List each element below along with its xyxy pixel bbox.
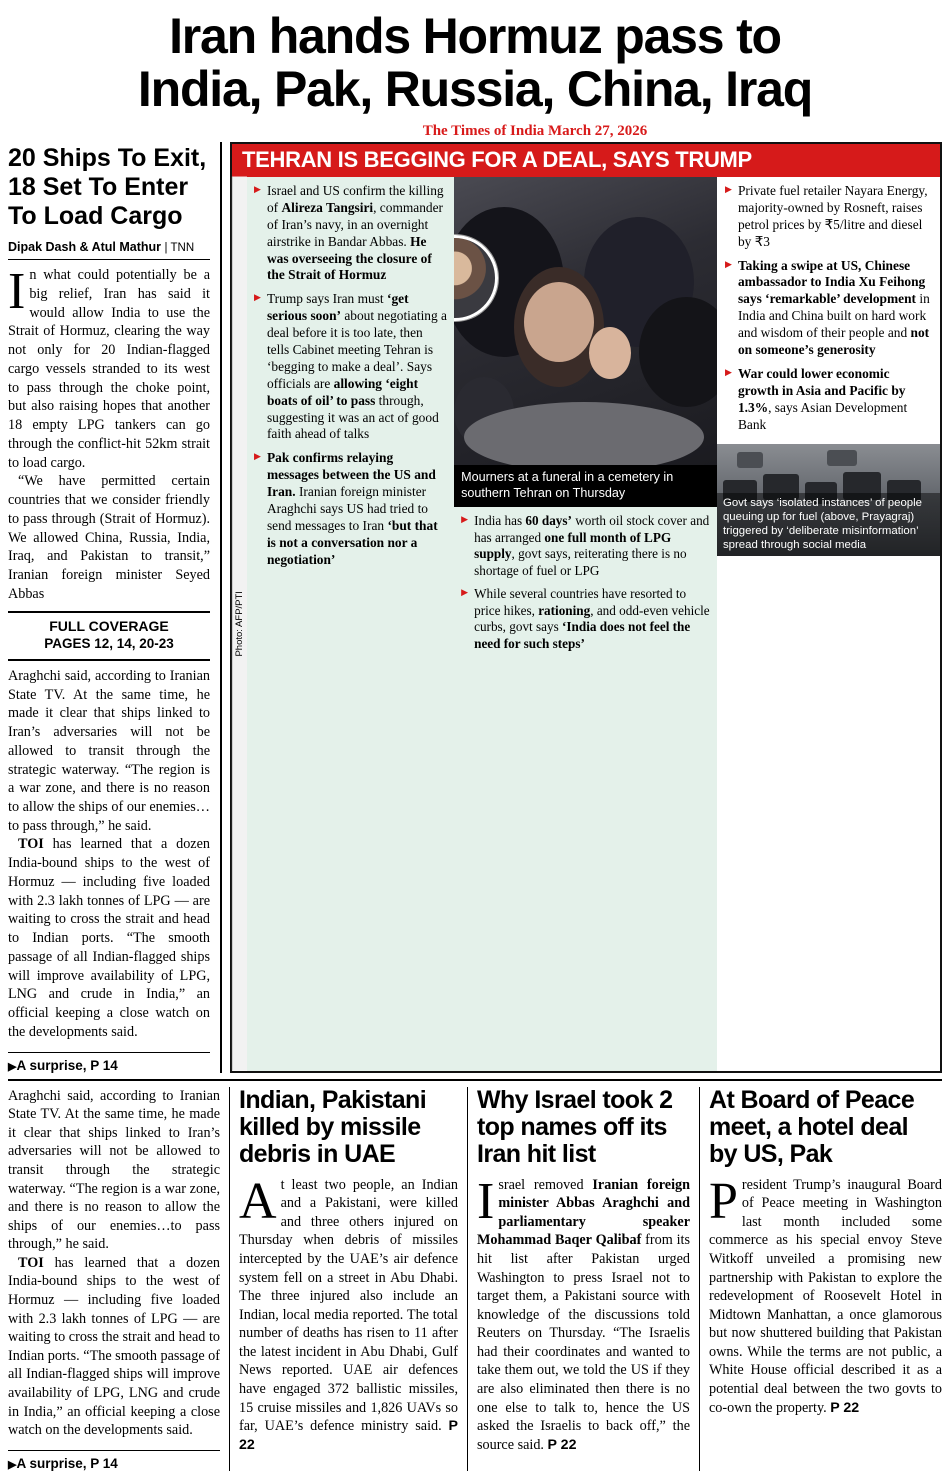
news-bullet — [725, 258, 932, 359]
news-bullet — [461, 513, 710, 579]
lead-story-continued — [8, 1087, 230, 1471]
full-coverage-pages: PAGES 12, 14, 20-23 — [44, 635, 174, 651]
paragraph-text: n what could potentially be a big relief, Iran has said it would allow India to use the Strait of Hormuz, clearing the way not only for 20 Indian-flagged cargo vessels stranded to its west to pass through the choke point, but also raising hopes that another 18 empty LPG tankers can go through the conflict-hit 52km strait to load cargo. — [8, 267, 210, 471]
bullet-emphasis: allowing ‘eight boats of oil’ to pass — [266, 375, 419, 408]
funeral-photo — [454, 177, 717, 465]
bullet-text: Iranian foreign minister Araghchi says US had tried to send messages to Iran — [266, 484, 428, 533]
bullet-emphasis: War could lower economic growth in Asia and Pacific by 1.3% — [737, 365, 906, 415]
bullet-text: in India and China built on hard work and wisdom of their people and — [737, 291, 930, 341]
article-body — [709, 1172, 942, 1418]
news-bullet — [254, 450, 447, 568]
bullet-emphasis: ‘get serious soon’ — [266, 291, 409, 324]
paragraph-lead: TOI — [18, 1254, 44, 1271]
bullet-text: Private fuel retailer Nayara Energy, majority-owned by Rosneft, raises petrol prices by ₹5/litre and diesel by ₹3 — [737, 183, 928, 249]
bullet-text: about negotiating a deal before it is too late, then tells Cabinet meeting Tehran is ‘begging to make a deal’. Says officials are — [266, 308, 447, 391]
drop-cap: I — [477, 1172, 495, 1230]
drop-cap: P — [709, 1172, 738, 1230]
page-ref[interactable]: P 22 — [830, 1399, 860, 1416]
article-board-of-peace — [700, 1087, 942, 1471]
lead-story-column — [8, 142, 222, 1073]
article-text-pre: srael removed — [498, 1176, 593, 1193]
article-lead-bold: Iranian foreign minister Abbas Araghchi and parliamentary speaker Mohammad Baqer Qalibaf — [477, 1176, 690, 1249]
box-mid-bullets — [454, 507, 717, 1070]
photo-credit: Photo: AFP/PTI — [232, 177, 247, 1071]
page-ref[interactable]: P 22 — [547, 1436, 577, 1453]
bullet-text: worth oil stock cover and has arranged — [474, 513, 710, 545]
lead-story-body-cont — [8, 667, 210, 1042]
bullet-text: , says Asian Development Bank — [737, 399, 908, 432]
source-line: The Times of India March 27, 2026 — [422, 123, 648, 139]
bullet-text: , govt says, reiterating there is no shortage of fuel or LPG — [474, 546, 687, 578]
bullet-text: Trump says Iran must — [266, 291, 387, 307]
sub-headline: 20 Ships To Exit, 18 Set To Enter To Load Cargo — [8, 144, 207, 230]
byline-agency: TNN — [170, 242, 195, 255]
bullet-emphasis: Pak confirms relaying messages between the US and Iran. — [266, 450, 436, 500]
bullet-text: , commander of Iran’s navy, in an overnight airstrike in Bandar Abbas. — [266, 199, 444, 249]
lower-section — [8, 1079, 942, 1471]
paragraph — [8, 1254, 220, 1440]
surprise-teaser-bottom[interactable]: ▶ A surprise, P 14 — [8, 1450, 220, 1471]
article-text: t least two people, an Indian and a Pakistani, were killed and three others injured on Thursday when debris of missiles intercepted by the UAE’s air defence system fell on a street in Abu Dhabi. The three injured also include an Indian, local media reported. The total number of deaths has risen to 11 after the latest incident in Abu Dhabi, Gulf News reported. UAE air defences have engaged 372 ballistic missiles, 15 cruise missiles and 1,826 UAVs so far, UAE’s defence ministry said. — [239, 1176, 458, 1435]
paragraph-text: has learned that a dozen India-bound ships to the west of Hormuz — including five loaded with 2.3 lakh tonnes of LPG — are waiting to cross the strait and head to Indian ports. “The smooth passage of all Indian-flagged ships will improve availability of LPG, LNG and crude in India,” an official keeping a close watch on the developments said. — [8, 1254, 220, 1439]
bullet-text: While several countries have resorted to price hikes, — [474, 586, 687, 618]
news-bullet — [254, 183, 447, 284]
trump-news-box — [230, 142, 942, 1073]
bullet-emphasis: Alireza Tangsiri — [281, 199, 374, 215]
drop-cap: I — [8, 263, 26, 321]
box-banner: TEHRAN IS BEGGING FOR A DEAL, SAYS TRUMP — [232, 144, 940, 177]
bullet-emphasis: ‘India does not feel the need for such steps’ — [474, 619, 691, 651]
bullet-text: Israel and US confirm the killing of — [266, 183, 444, 215]
full-coverage-box[interactable] — [8, 611, 210, 660]
article-headline: Indian, Pakistani killed by missile debris in UAE — [239, 1085, 427, 1168]
paragraph — [8, 835, 210, 1041]
paragraph: “We have permitted certain countries that we consider friendly to pass through (Strait of Hormuz). We allowed China, Russia, India, Iraq, and Pakistan to transit,” Iranian foreign minister Seyed Abbas — [8, 473, 210, 602]
headline-line-2: India, Pak, Russia, China, Iraq — [137, 60, 813, 117]
bullet-emphasis: one full month of LPG supply — [474, 529, 672, 562]
bullet-text: , and odd-even vehicle curbs, govt says — [474, 602, 710, 635]
byline-authors: Dipak Dash & Atul Mathur — [8, 240, 162, 255]
paragraph-lead: TOI — [18, 836, 44, 853]
bullet-text: India has — [474, 513, 526, 529]
news-bullet — [725, 183, 932, 251]
bullet-emphasis: Taking a swipe at US, Chinese ambassador to India Xu Feihong says ‘remarkable’ development — [737, 257, 926, 307]
upper-section — [8, 142, 942, 1073]
bullet-emphasis: 60 days’ — [525, 513, 572, 529]
bullet-text: through, suggesting it was an act of good faith ahead of talks — [266, 392, 439, 442]
paragraph-text: has learned that a dozen India-bound ships to the west of Hormuz — including five loaded with 2.3 lakh tonnes of LPG — are waiting to cross the strait and head to Indian ports. “The smooth passage of all Indian-flagged ships will improve availability of LPG, LNG and crude in India,” an official keeping a close watch on the developments said. — [8, 836, 210, 1040]
bullet-emphasis: not on someone’s generosity — [737, 325, 930, 358]
article-israel-hitlist — [468, 1087, 700, 1471]
article-headline: Why Israel took 2 top names off its Iran hit list — [477, 1085, 673, 1168]
paragraph: Araghchi said, according to Iranian State TV. At the same time, he made it clear that ships linked to Iran’s adversaries will not be allowed to transit through the strategic waterway. “The region is a war zone, and there is no reason to allow the ships of our enemies…to pass through,” he said. — [8, 1087, 220, 1253]
article-text: from its hit list after Pakistan urged Washington to press Israel not to target them, a Pakistani source with knowledge of the discussions told Reuters on Thursday. “The Israelis had their coordinates and wanted to take them out, we told the US if they are also eliminated then there is no one else to talk to, hence the US asked the Israelis to back off,” the source said. — [477, 1232, 690, 1453]
surprise-teaser[interactable]: ▶ A surprise, P 14 — [8, 1052, 210, 1073]
bullet-emphasis: He was overseeing the closure of the Strait of Hormuz — [266, 233, 432, 283]
page-ref[interactable]: P 22 — [239, 1418, 459, 1453]
news-bullet — [461, 586, 710, 652]
box-center-column — [454, 177, 717, 1071]
fuel-queue-caption: Govt says ‘isolated instances’ of people queuing up for fuel (above, Prayagraj) triggered by ‘deliberate misinformation’ spread through social media — [717, 493, 940, 557]
full-coverage-label: FULL COVERAGE — [49, 618, 169, 635]
headline-line-1: Iran hands Hormuz pass to — [169, 8, 781, 64]
box-body — [232, 177, 940, 1071]
page-title — [8, 6, 942, 117]
paragraph — [8, 263, 210, 472]
box-mid-strip — [454, 507, 717, 1070]
fuel-queue-photo — [717, 444, 940, 556]
funeral-photo-caption: Mourners at a funeral in a cemetery in southern Tehran on Thursday — [454, 465, 717, 507]
news-bullet — [254, 291, 447, 443]
bullet-emphasis: ‘but that is not a conversation nor a negotiation’ — [266, 517, 438, 567]
article-body — [239, 1172, 459, 1455]
box-left-bullets — [247, 177, 454, 1071]
bullet-emphasis: rationing — [538, 602, 591, 618]
paragraph: Araghchi said, according to Iranian State TV. At the same time, he made it clear that ships linked to Iran’s adversaries will not be allowed to transit through the strategic waterway. “The region is a war zone, and there is no reason to allow the ships of our enemies…to pass through,” he said. — [8, 667, 210, 834]
article-headline: At Board of Peace meet, a hotel deal by US, Pak — [709, 1085, 915, 1168]
article-uae-debris — [230, 1087, 468, 1471]
article-text: resident Trump’s inaugural Board of Peace meeting in Washington last month included some commerce as his special envoy Steve Witkoff unveiled a promising new partnership with Pakistan to explore the redevelopment of Roosevelt Hotel in Midtown Manhattan, a once glamorous but now shuttered building that Pakistan owns. While the terms are not public, a White House official described it as a potential deal between the two govts to co-own the property. — [709, 1176, 942, 1416]
news-bullet — [725, 366, 932, 434]
drop-cap: A — [239, 1172, 277, 1230]
article-body — [477, 1172, 690, 1455]
box-right-bullets — [717, 177, 940, 444]
lead-story-tail — [8, 1087, 220, 1440]
byline: Dipak Dash & Atul Mathur | TNN — [8, 240, 210, 260]
box-right-column — [717, 177, 940, 1071]
lead-story-body — [8, 263, 210, 603]
